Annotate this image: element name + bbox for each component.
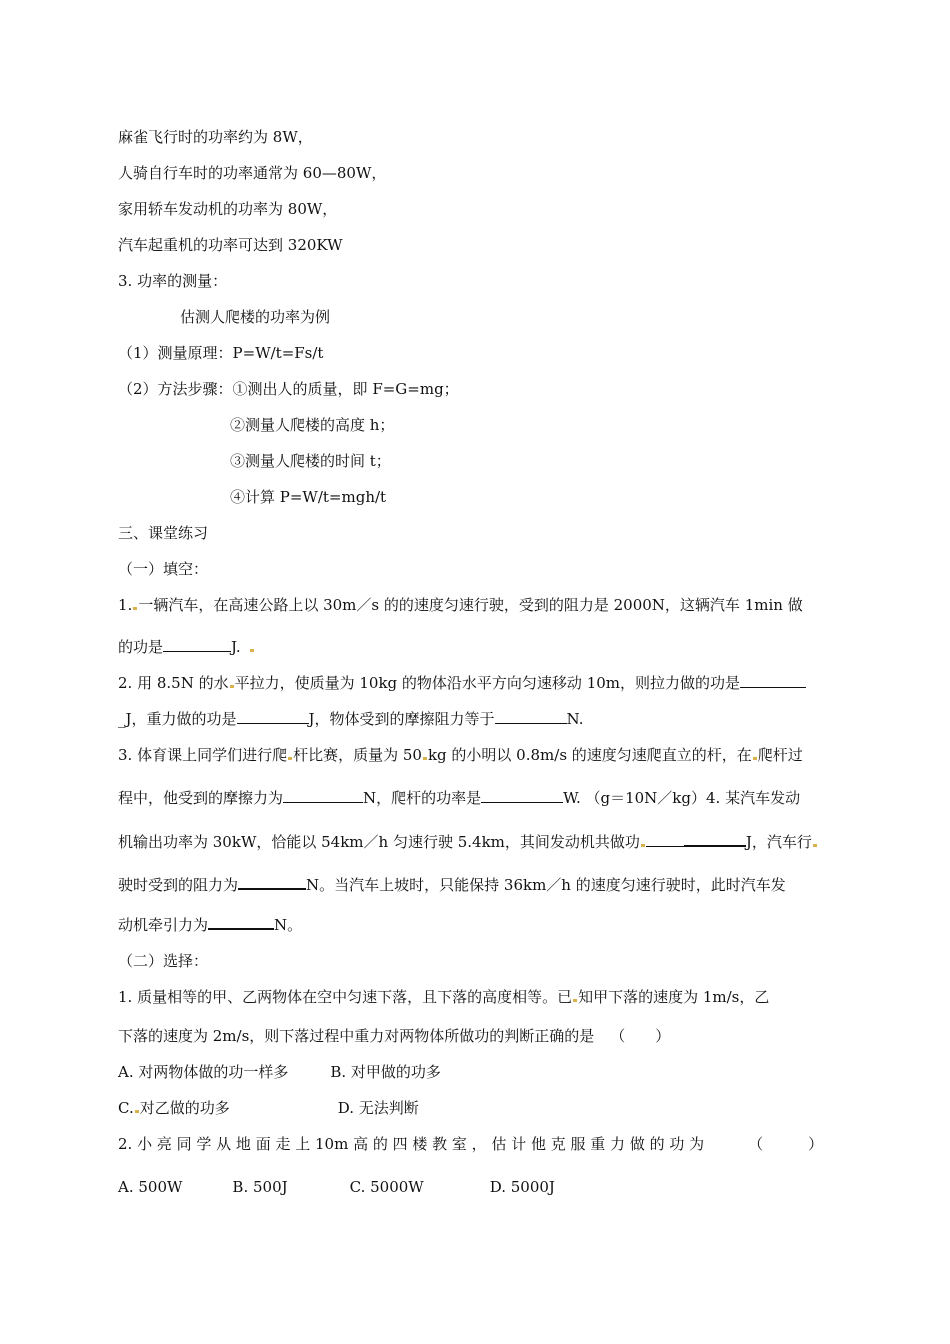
option-d: D. 无法判断 bbox=[337, 1099, 419, 1117]
text-line: 估测人爬楼的功率为例 bbox=[180, 308, 331, 326]
question-text: 下落的速度为 2m/s，则下落过程中重力对两物体所做功的判断正确的是 bbox=[118, 1027, 595, 1045]
option-a: A. 500W bbox=[118, 1178, 183, 1196]
edit-mark bbox=[573, 999, 577, 1002]
question-line bbox=[118, 637, 255, 657]
option-row bbox=[118, 1177, 555, 1197]
edit-mark bbox=[288, 757, 292, 760]
question-text: N。当汽车上坡时，只能保持 36km／h 的速度匀速行驶时，此时汽车发 bbox=[306, 876, 786, 894]
question-line bbox=[118, 1026, 670, 1046]
question-text: 杆比赛，质量为 50 bbox=[293, 746, 422, 764]
edit-mark bbox=[133, 607, 137, 610]
option-b: B. 500J bbox=[232, 1178, 288, 1196]
question-number: 1. bbox=[118, 596, 133, 614]
question-text: kg 的小明以 0.8m/s 的速度匀速爬直立的杆，在 bbox=[427, 746, 752, 764]
text-line bbox=[118, 379, 459, 399]
option-row bbox=[118, 1062, 441, 1082]
question-line bbox=[118, 709, 583, 729]
edit-mark bbox=[641, 844, 645, 847]
question-text: J. bbox=[231, 638, 241, 656]
answer-parentheses[interactable]: （ ） bbox=[748, 1135, 824, 1153]
question-line bbox=[118, 987, 769, 1007]
question-text: 3. 体育课上同学们进行爬 bbox=[118, 746, 288, 764]
edit-mark bbox=[135, 1110, 139, 1113]
question-line bbox=[118, 745, 803, 765]
text-line: （1）测量原理：P=W/t=Fs/t bbox=[118, 344, 324, 362]
question-text: 1. 质量相等的甲、乙两物体在空中匀速下落，且下落的高度相等。已 bbox=[118, 988, 573, 1006]
subsection-heading: （一）填空： bbox=[118, 560, 209, 578]
question-text: 一辆汽车，在高速公路上以 30m／s 的的速度匀速行驶，受到的阻力是 2000N，这辆汽车 1min 做 bbox=[138, 596, 803, 614]
section-heading: 三、课堂练习 bbox=[118, 524, 209, 542]
question-line bbox=[118, 595, 803, 615]
option-c: C. bbox=[118, 1099, 134, 1117]
option-b: B. 对甲做的功多 bbox=[330, 1063, 441, 1081]
question-text: 机输出功率为 30kW，恰能以 54km／h 匀速行驶 5.4km，其间发动机共做功 bbox=[118, 833, 640, 851]
answer-blank[interactable] bbox=[238, 874, 306, 890]
answer-blank[interactable] bbox=[684, 831, 746, 847]
question-text: 2. 用 8.5N 的水 bbox=[118, 674, 229, 692]
edit-mark bbox=[250, 649, 254, 652]
section-heading: 3. 功率的测量： bbox=[118, 272, 228, 290]
step-text: ①测出人的质量，即 F=G=mg； bbox=[232, 380, 459, 398]
edit-mark bbox=[753, 757, 757, 760]
question-text: 程中，他受到的摩擦力为 bbox=[118, 789, 284, 807]
question-text: _J，重力做的功是 bbox=[118, 710, 237, 728]
answer-blank[interactable] bbox=[163, 637, 231, 652]
option-d: D. 5000J bbox=[489, 1178, 555, 1196]
answer-blank[interactable] bbox=[646, 832, 684, 847]
text-line: 家用轿车发动机的功率为 80W， bbox=[118, 200, 338, 218]
option-a: A. 对两物体做的功一样多 bbox=[118, 1063, 289, 1081]
text-line: 麻雀飞行时的功率约为 8W， bbox=[118, 128, 313, 146]
question-text: J，汽车行 bbox=[745, 833, 812, 851]
step-text: ③测量人爬楼的时间 t； bbox=[230, 452, 391, 470]
question-text: W. （g＝10N／kg）4. 某汽车发动 bbox=[563, 789, 801, 807]
question-text: 平拉力，使质量为 10kg 的物体沿水平方向匀速移动 10m，则拉力做的功是 bbox=[234, 674, 741, 692]
question-text: N。 bbox=[274, 916, 303, 934]
steps-label: （2）方法步骤： bbox=[118, 380, 233, 398]
answer-blank[interactable] bbox=[283, 788, 363, 803]
answer-blank[interactable] bbox=[495, 709, 567, 724]
question-text: 知甲下落的速度为 1m/s，乙 bbox=[578, 988, 770, 1006]
answer-parentheses[interactable]: （ ） bbox=[610, 1027, 671, 1045]
subsection-heading: （二）选择： bbox=[118, 952, 209, 970]
text-line: 汽车起重机的功率可达到 320KW bbox=[118, 236, 343, 254]
question-line bbox=[118, 673, 806, 693]
question-line bbox=[118, 1134, 823, 1154]
option-row bbox=[118, 1098, 419, 1118]
question-line bbox=[118, 831, 818, 852]
question-text: N. bbox=[566, 710, 584, 728]
question-line bbox=[118, 914, 302, 935]
question-text: 的功是 bbox=[118, 638, 164, 656]
question-text: J，物体受到的摩擦阻力等于 bbox=[308, 710, 495, 728]
answer-blank[interactable] bbox=[237, 709, 309, 724]
option-c: C. 5000W bbox=[349, 1178, 424, 1196]
question-text: 爬杆过 bbox=[757, 746, 803, 764]
question-text: 驶时受到的阻力为 bbox=[118, 876, 239, 894]
edit-mark bbox=[423, 757, 427, 760]
edit-mark bbox=[230, 685, 234, 688]
step-text: ②测量人爬楼的高度 h； bbox=[230, 416, 395, 434]
question-text: 动机牵引力为 bbox=[118, 916, 209, 934]
step-text: ④计算 P=W/t=mgh/t bbox=[230, 488, 387, 506]
question-line bbox=[118, 788, 800, 808]
answer-blank[interactable] bbox=[481, 788, 563, 803]
question-text: N，爬杆的功率是 bbox=[363, 789, 482, 807]
edit-mark bbox=[813, 844, 817, 847]
question-line bbox=[118, 874, 786, 895]
option-c: 对乙做的功多 bbox=[139, 1099, 230, 1117]
text-line: 人骑自行车时的功率通常为 60—80W， bbox=[118, 164, 387, 182]
answer-blank[interactable] bbox=[208, 914, 274, 930]
question-text: 2. 小 亮 同 学 从 地 面 走 上 10m 高 的 四 楼 教 室 ， 估 计 他 克 服 重 力 做 的 功 为 bbox=[118, 1135, 705, 1153]
answer-blank[interactable] bbox=[740, 673, 806, 688]
